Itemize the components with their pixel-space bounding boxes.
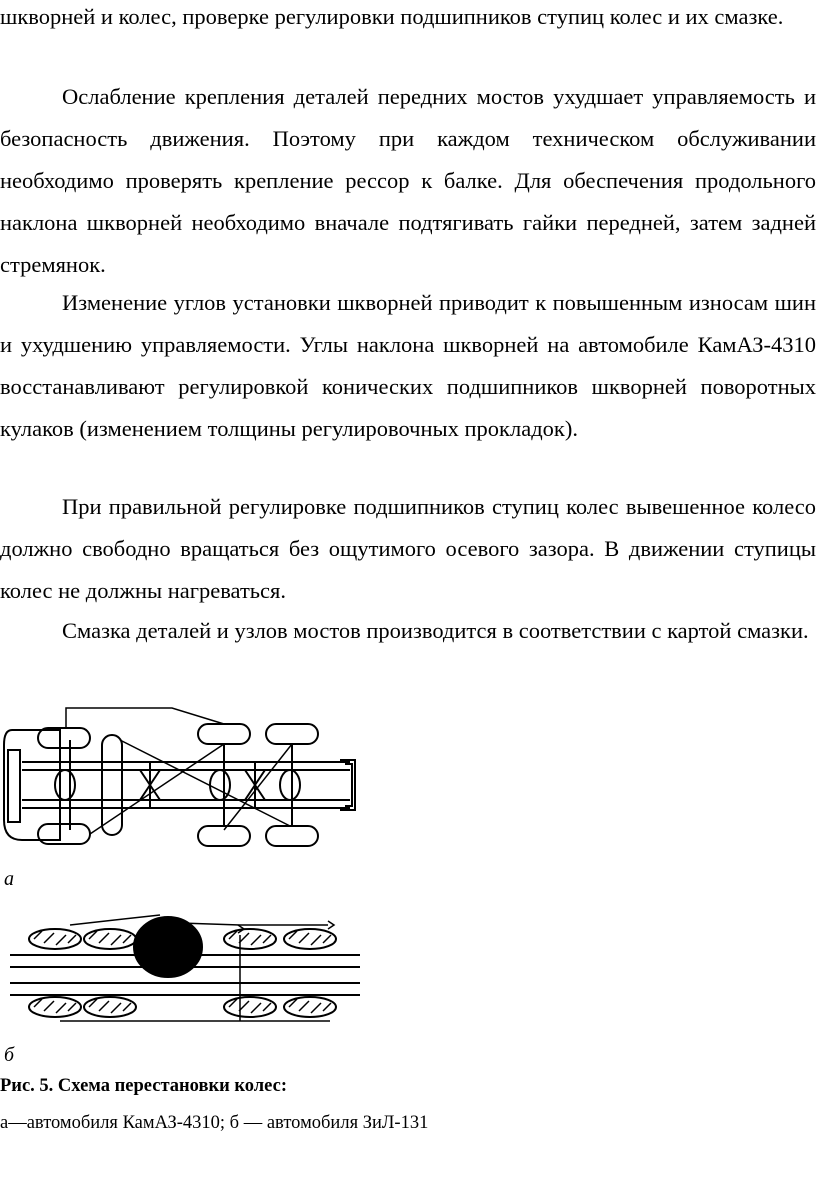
paragraph-4: При правильной регулировке подшипников ступиц колес вывешенное колесо должно свободно вращаться без ощутимого осевого зазора. В движении ступицы колес не должны нагреваться. bbox=[0, 494, 816, 603]
paragraph-2: Ослабление крепления деталей передних мостов ухудшает управляемость и безопасность движения. Поэтому при каждом техническом обслуживании необходимо проверять крепление рессор к балке. Для обеспечения продольного наклона шкворней необходимо вначале подтягивать гайки передней, затем задней стремянок. bbox=[0, 84, 816, 277]
figure-label-b: б bbox=[4, 1044, 15, 1066]
paragraph-5: Смазка деталей и узлов мостов производится в соответствии с картой смазки. bbox=[62, 618, 809, 643]
figure-title: Рис. 5. Схема перестановки колес: bbox=[0, 1076, 287, 1096]
kamaz-chassis-diagram bbox=[0, 700, 370, 865]
figure-caption: а—автомобиля КамАЗ-4310; б — автомобиля ЗиЛ-131 bbox=[0, 1113, 429, 1133]
paragraph-3: Изменение углов установки шкворней приводит к повышенным износам шин и ухудшению управляемости. Углы наклона шкворней на автомобиле КамАЗ-4310 восстанавливают регулировкой конических подшипников шкворней поворотных кулаков (изменением толщины регулировочных прокладок). bbox=[0, 290, 816, 441]
zil-chassis-diagram bbox=[0, 895, 370, 1030]
figure-label-a: а bbox=[4, 868, 14, 890]
paragraph-1: шкворней и колес, проверке регулировки подшипников ступиц колес и их смазке. bbox=[0, 4, 784, 29]
